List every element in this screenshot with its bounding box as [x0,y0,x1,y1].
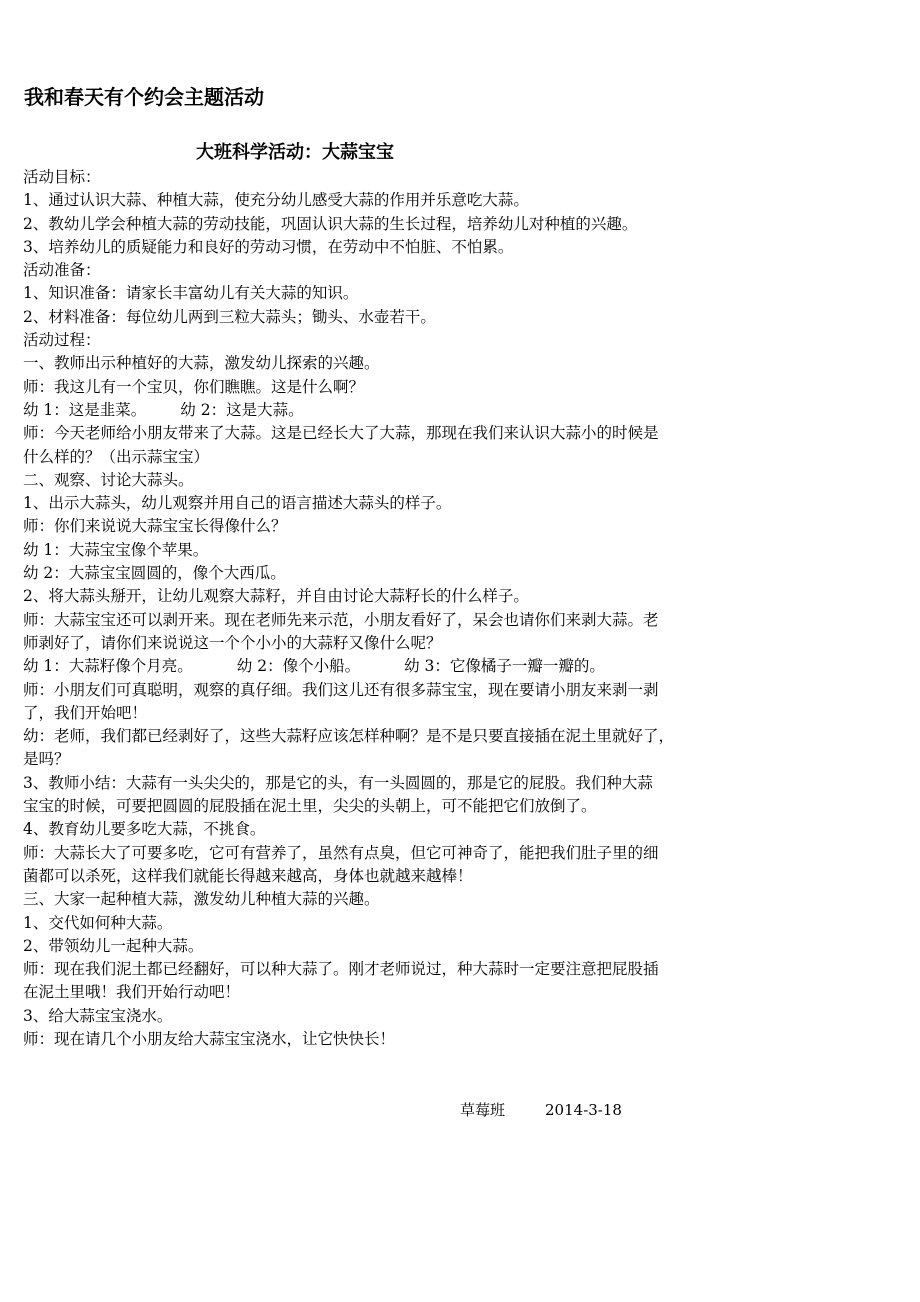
text-line: 幼 1：大蒜宝宝像个苹果。 [23,540,209,559]
text-line: 1、交代如何种大蒜。 [23,913,173,932]
footer [460,1100,622,1120]
document-date: 2014-3-18 [545,1101,622,1119]
dialogue-segment: 幼 1：大蒜籽像个月亮。 [23,657,193,676]
text-line: 4、教育幼儿要多吃大蒜，不挑食。 [23,820,266,839]
text-line: 师剥好了，请你们来说说这一个个小小的大蒜籽又像什么呢？ [23,633,442,652]
text-line: 幼：老师，我们都已经剥好了，这些大蒜籽应该怎样种啊？是不是只要直接插在泥土里就好了， [23,727,675,746]
text-line: 什么样的？（出示蒜宝宝） [23,447,210,466]
text-line: 二、观察、讨论大蒜头。 [23,470,194,489]
text-line: 师：今天老师给小朋友带来了大蒜。这是已经长大了大蒜，那现在我们来认识大蒜小的时候是 [23,424,659,443]
dialogue-segment: 幼 2：像个小船。 [236,657,361,676]
text-line: 师：你们来说说大蒜宝宝长得像什么？ [23,517,287,536]
text-line: 师：现在我们泥土都已经翻好，可以种大蒜了。刚才老师说过，种大蒜时一定要注意把屁股插 [23,960,659,979]
text-line: 宝宝的时候，可要把圆圆的屁股插在泥土里，尖尖的头朝上，可不能把它们放倒了。 [23,797,597,816]
text-line: 是吗？ [23,750,70,769]
text-line: 菌都可以杀死，这样我们就能长得越来越高，身体也就越来越棒！ [23,866,473,885]
text-line: 师：现在请几个小朋友给大蒜宝宝浇水，让它快快长！ [23,1029,396,1048]
text-line: 三、大家一起种植大蒜，激发幼儿种植大蒜的兴趣。 [23,890,380,909]
text-line: 在泥土里哦！我们开始行动吧！ [23,983,241,1002]
dialogue-line [23,655,793,678]
text-line: 1、通过认识大蒜、种植大蒜，使充分幼儿感受大蒜的作用并乐意吃大蒜。 [23,191,529,210]
dialogue-segment: 幼 3：它像橘子一瓣一瓣的。 [404,657,605,676]
text-line: 活动目标： [23,168,101,186]
text-line: 师：大蒜长大了可要多吃，它可有营养了，虽然有点臭，但它可神奇了，能把我们肚子里的细 [23,843,659,862]
dialogue-segment: 幼 2：这是大蒜。 [180,400,304,419]
text-line: 活动准备： [23,261,101,280]
text-line: 3、培养幼儿的质疑能力和良好的劳动习惯，在劳动中不怕脏、不怕累。 [23,237,514,256]
text-line: 1、知识准备：请家长丰富幼儿有关大蒜的知识。 [23,284,359,303]
text-line: 了，我们开始吧！ [23,703,148,722]
body-text [23,166,793,1051]
text-line: 一、教师出示种植好的大蒜，激发幼儿探索的兴趣。 [23,354,380,373]
text-line: 师：大蒜宝宝还可以剥开来。现在老师先来示范，小朋友看好了，呆会也请你们来剥大蒜。老 [23,610,659,629]
text-line: 2、教幼儿学会种植大蒜的劳动技能，巩固认识大蒜的生长过程，培养幼儿对种植的兴趣。 [23,214,638,233]
text-line: 师：小朋友们可真聪明，观察的真仔细。我们这儿还有很多蒜宝宝，现在要请小朋友来剥一剥 [23,680,659,699]
class-name: 草莓班 [460,1101,506,1119]
text-line: 师：我这儿有一个宝贝，你们瞧瞧。这是什么啊？ [23,377,365,396]
text-line: 2、将大蒜头掰开，让幼儿观察大蒜籽，并自由讨论大蒜籽长的什么样子。 [23,587,529,606]
dialogue-segment: 幼 1：这是韭菜。 [23,400,147,419]
text-line: 3、教师小结：大蒜有一头尖尖的，那是它的头，有一头圆圆的，那是它的屁股。我们种大蒜 [23,773,653,792]
text-line: 幼 2：大蒜宝宝圆圆的，像个大西瓜。 [23,564,286,583]
text-line: 1、出示大蒜头，幼儿观察并用自己的语言描述大蒜头的样子。 [23,494,452,513]
text-line: 活动过程： [23,331,101,350]
main-title: 我和春天有个约会主题活动 [24,85,264,109]
text-line: 2、带领幼儿一起种大蒜。 [23,936,204,955]
sub-title: 大班科学活动：大蒜宝宝 [196,142,394,163]
text-line: 2、材料准备：每位幼儿两到三粒大蒜头；锄头、水壶若干。 [23,307,436,326]
dialogue-line [23,399,793,422]
text-line: 3、给大蒜宝宝浇水。 [23,1006,173,1025]
